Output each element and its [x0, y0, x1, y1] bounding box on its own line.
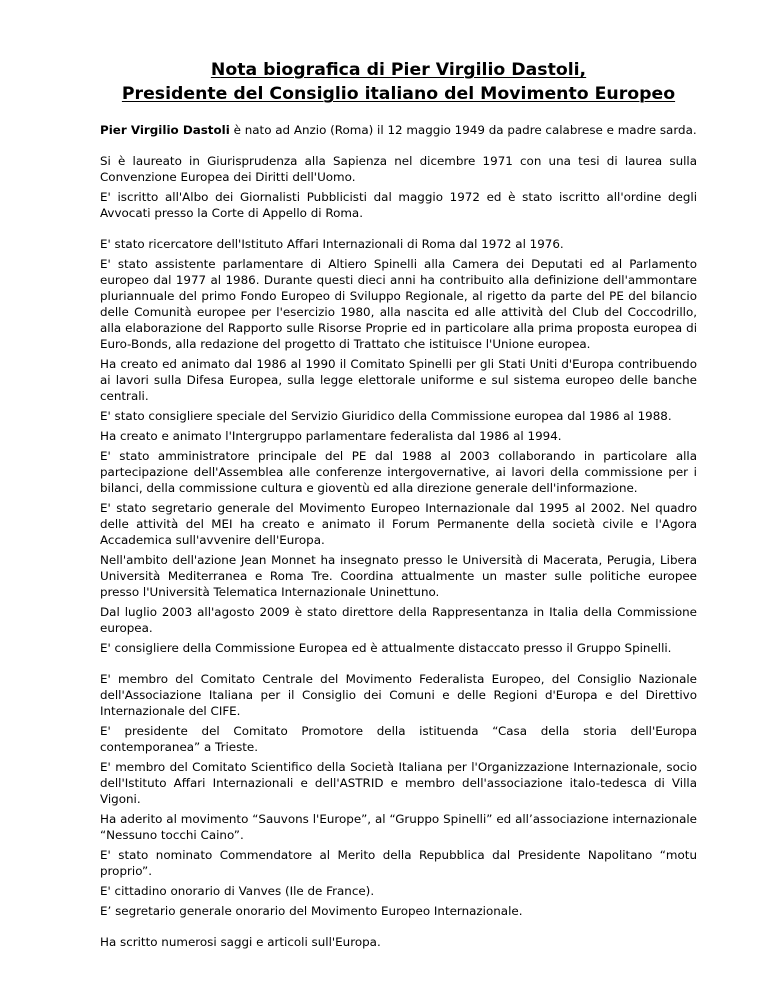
paragraph-vanves: E' cittadino onorario di Vanves (Ile de France). [100, 884, 375, 898]
paragraph-mei-secretary: E' stato segretario generale del Movimento Europeo Internazionale dal 1995 al 2002. Nel quadro delle attività del MEI ha creato e animato il Forum Permanente della società civile e l'Agora Accademica sull'avvenire dell'Europa. [100, 501, 697, 547]
paragraph-iai-researcher: E' stato ricercatore dell'Istituto Affari Internazionali di Roma dal 1972 al 1976. [100, 237, 564, 251]
document-body [100, 122, 697, 950]
paragraph-casa-storia: E' presidente del Comitato Promotore della istituenda “Casa della storia dell'Europa contemporanea” a Trieste. [100, 724, 697, 754]
paragraph-scientific-committee: E' membro del Comitato Scientifico della Società Italiana per l'Organizzazione Internazionale, socio dell'Istituto Affari Internazionali e dell'ASTRID e membro dell'associazione italo-tedesca di Villa Vigoni. [100, 760, 697, 806]
paragraph-publications: Ha scritto numerosi saggi e articoli sull'Europa. [100, 935, 381, 949]
paragraph-movements: Ha aderito al movimento “Sauvons l'Europe”, al “Gruppo Spinelli” ed all’associazione internazionale “Nessuno tocchi Caino”. [100, 812, 697, 842]
document-page [100, 58, 697, 954]
paragraph-honorary-secretary: E’ segretario generale onorario del Movimento Europeo Internazionale. [100, 904, 523, 918]
intro-text: è nato ad Anzio (Roma) il 12 maggio 1949 da padre calabrese e madre sarda. [229, 123, 697, 137]
paragraph-spinelli-committee: Ha creato ed animato dal 1986 al 1990 il Comitato Spinelli per gli Stati Uniti d'Europa contribuendo ai lavori sulla Difesa Europea, sulla legge elettorale uniforme e sul sistema europeo delle banche centrali. [100, 357, 697, 403]
intro-name: Pier Virgilio Dastoli [100, 123, 230, 137]
paragraph-commission-advisor: E' consigliere della Commissione Europea ed è attualmente distaccato presso il Gruppo Spinelli. [100, 641, 672, 655]
paragraph-jean-monnet: Nell'ambito dell'azione Jean Monnet ha insegnato presso le Università di Macerata, Perugia, Libera Università Mediterranea e Roma Tre. Coordina attualmente un master sulle politiche europee presso l'Università Telematica Internazionale Uninettuno. [100, 553, 697, 599]
paragraph-legal-service: E' stato consigliere speciale del Servizio Giuridico della Commissione europea dal 1986 al 1988. [100, 409, 672, 423]
title-line-2: Presidente del Consiglio italiano del Movimento Europeo [121, 84, 676, 104]
paragraph-pe-administrator: E' stato amministratore principale del PE dal 1988 al 2003 collaborando in particolare alla partecipazione dell'Assemblea alle conferenze intergovernative, ai lavori della commissione per i bilanci, della commissione cultura e gioventù ed alla direzione generale dell'informazione. [100, 449, 697, 495]
paragraph-representation-director: Dal luglio 2003 all'agosto 2009 è stato direttore della Rappresentanza in Italia della Commissione europea. [100, 605, 697, 635]
paragraph-intergroup: Ha creato e animato l'Intergruppo parlamentare federalista dal 1986 al 1994. [100, 429, 562, 443]
paragraph-spinelli-assistant: E' stato assistente parlamentare di Altiero Spinelli alla Camera dei Deputati ed al Parlamento europeo dal 1977 al 1986. Durante questi dieci anni ha contribuito alla definizione dell'ammontare pluriannuale del primo Fondo Europeo di Sviluppo Regionale, al rigetto da parte del PE del bilancio delle Comunità europee per l'esercizio 1980, alla nascita ed alle attività del Club del Coccodrillo, alla elaborazione del Rapporto sulle Risorse Proprie ed in particolare alla prima proposta europea di Euro-Bonds, alla redazione del progetto di Trattato che istituisce l'Unione europea. [100, 257, 697, 351]
title-line-1: Nota biografica di Pier Virgilio Dastoli, [210, 60, 587, 80]
paragraph-education: Si è laureato in Giurisprudenza alla Sapienza nel dicembre 1971 con una tesi di laurea sulla Convenzione Europea dei Diritti dell'Uomo. [100, 154, 697, 184]
paragraph-mfe-member: E' membro del Comitato Centrale del Movimento Federalista Europeo, del Consiglio Nazionale dell'Associazione Italiana per il Consiglio dei Comuni e delle Regioni d'Europa e del Direttivo Internazionale del CIFE. [100, 672, 697, 718]
paragraph-commendatore: E' stato nominato Commendatore al Merito della Repubblica dal Presidente Napolitano “motu proprio”. [100, 848, 697, 878]
intro-paragraph [100, 122, 697, 138]
document-title [100, 58, 697, 106]
paragraph-journalist-register: E' iscritto all'Albo dei Giornalisti Pubblicisti dal maggio 1972 ed è stato iscritto all'ordine degli Avvocati presso la Corte di Appello di Roma. [100, 190, 697, 220]
